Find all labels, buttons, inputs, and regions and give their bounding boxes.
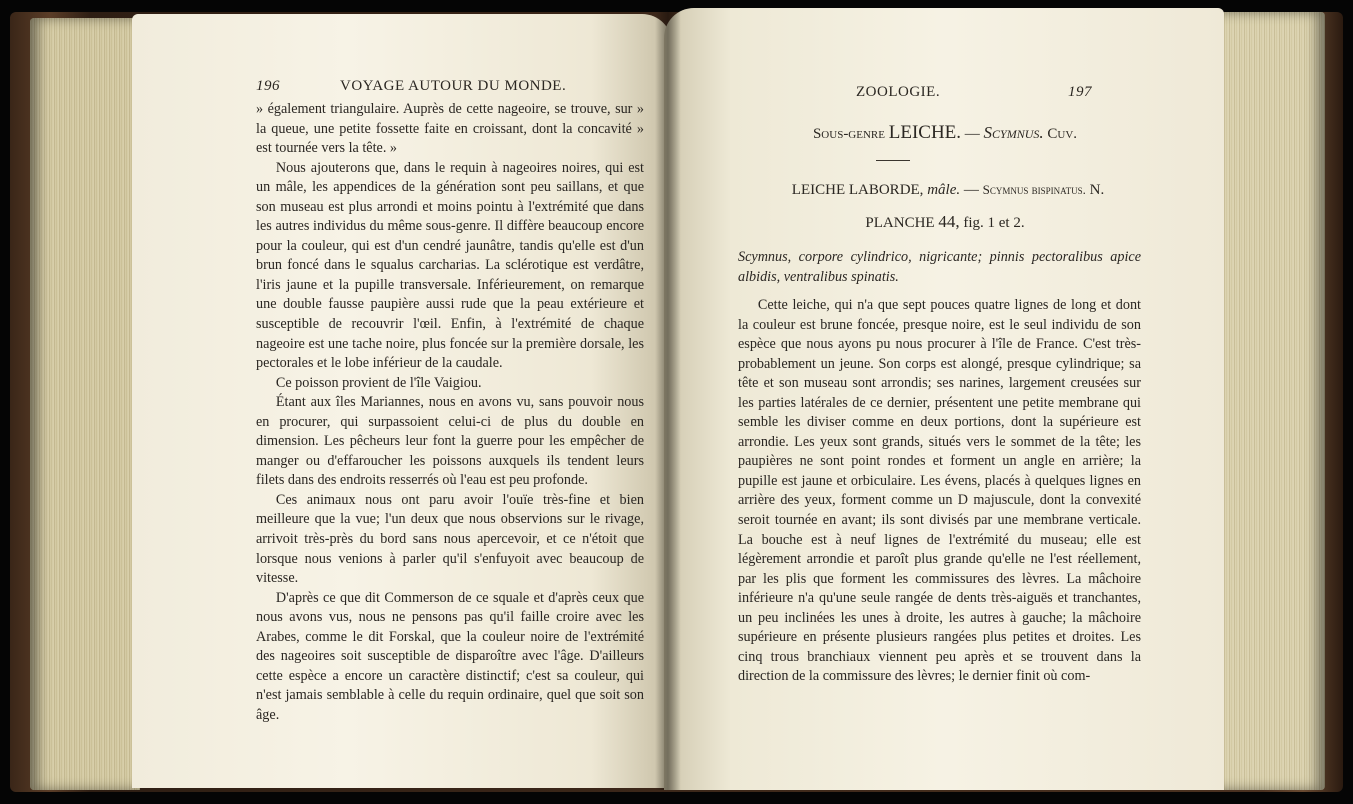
subgenus-name: LEICHE. <box>888 122 962 143</box>
subgenus-heading <box>750 122 1140 144</box>
paragraph: Étant aux îles Mariannes, nous en avons vu, sans pouvoir nous en procurer, qui surpassoient celui-ci de plus du double en dimension. Les pêcheurs leur font la guerre pour les empêcher de manger ou d'effaroucher les poissons auxquels ils tendent leurs filets dans des endroits resserrés où l'eau est peu profonde. <box>256 394 644 489</box>
paragraph: Ces animaux nous ont paru avoir l'ouïe très-fine et bien meilleure que la vue; l'un deux que nous observions sur le rivage, arrivoit très-près du bord sans nous apercevoir, et ce n'étoit que lorsque nous venions à parler qu'il s'enfuyoit avec beaucoup de vitesse. <box>256 491 644 587</box>
right-page-body <box>738 296 1141 687</box>
book-gutter <box>655 10 681 790</box>
subgenus-author: Cuv. <box>1047 126 1078 142</box>
species-latin: Scymnus bispinatus. <box>982 182 1086 197</box>
plate-number: 44, <box>938 212 960 231</box>
left-page-number: 196 <box>256 78 280 94</box>
right-running-head: ZOOLOGIE. <box>856 84 941 100</box>
paragraph: Ce poisson provient de l'île Vaigiou. <box>275 374 482 391</box>
paragraph: » également triangulaire. Auprès de cette nageoire, se trouve, sur » la queue, une petite fossette faite en croissant, dont la concavité » est tournée vers la tête. » <box>256 101 644 157</box>
left-page-edges <box>30 18 140 790</box>
latin-diagnosis: Scymnus, corpore cylindrico, nigricante; pinnis pectoralibus apice albidis, ventralibus spinatis. <box>738 249 1141 285</box>
subgenus-dash: — <box>964 126 980 142</box>
species-sex: mâle. <box>927 182 961 198</box>
plate-figs: fig. 1 et 2. <box>963 215 1025 231</box>
species-dash: — <box>963 182 979 198</box>
plate-reference <box>790 212 1100 232</box>
section-rule <box>876 160 910 161</box>
left-running-head: VOYAGE AUTOUR DU MONDE. <box>340 78 567 94</box>
plate-label: PLANCHE <box>865 215 935 231</box>
subgenus-latin: Scymnus. <box>983 123 1044 142</box>
paragraph: Cette leiche, qui n'a que sept pouces quatre lignes de long et dont la couleur est brune foncée, presque noire, est le seul individu de son espèce que nous ayons pu nous procurer à l'île de France. C'est très-probablement un jeune. Son corps est alongé, presque cylindrique; sa tête et son museau sont arrondis; ses narines, largement creusées sur les parties latérales de ce dernier, présentent une petite membrane qui semble les diviser comme en deux portions, dont la supérieure est arrondie. Les yeux sont grands, situés vers le sommet de la tête; les paupières ne sont point rondes et forment un angle en arrière; la pupille est jaune et orbiculaire. Les évens, placés à quelques lignes en arrière des yeux, forment comme un D majuscule, dont la convexité seroit tournée en avant; ils sont divisés par une membrane verticale. La bouche est à neuf lignes de l'extrémité du museau; elle est légèrement arrondie et paroît plus grande qu'elle ne l'est réellement, par les plis que forment les commissures des lèvres. La mâchoire inférieure n'a qu'une seule rangée de dents très-aiguës et tranchantes, un peu inclinées les unes à droite, les autres à gauche; la mâchoire supérieure en présente plusieurs rangées plus petites et droites. Les cinq trous branchiaux viennent peu après et se trouvent dans la direction de la commissure des lèvres; le dernier finit où com- <box>738 297 1141 685</box>
paragraph: Nous ajouterons que, dans le requin à nageoires noires, qui est un mâle, les appendices de la génération sont peu saillans, et que son museau est plus arrondi et moins pointu à l'extrémité que dans les autres individus du même sous-genre. Il diffère beaucoup encore pour la couleur, qui est d'un cendré jaunâtre, tandis qu'elle est d'un brun foncé dans le squalus carcharias. La sclérotique est verdâtre, l'iris jaune et la pupille transversale. Inférieurement, on remarque une double fausse paupière aussi rude que la peau extérieure et susceptible de recouvrir l'œil. Enfin, à l'extrémité de chaque nageoire est une tache noire, plus foncée sur la première dorsale, les pectorales et le lobe inférieur de la caudale. <box>256 159 644 372</box>
species-author: N. <box>1089 182 1105 198</box>
paragraph: D'après ce que dit Commerson de ce squale et d'après ceux que nous avons vus, nous ne pensons pas qu'il faille croire avec les Arabes, comme le dit Forskal, que la couleur noire de l'extrémité des nageoires soit susceptible de disparoître avec l'âge. D'ailleurs cette espèce a encore un caractère distinctif; c'est sa couleur, qui n'est jamais semblable à celle du requin ordinaire, quel que soit son âge. <box>256 589 644 723</box>
left-page-body <box>256 100 644 726</box>
right-page-number: 197 <box>1068 84 1092 100</box>
subgenus-prefix: Sous-genre <box>812 126 885 142</box>
species-name: LEICHE LABORDE, <box>791 182 924 198</box>
species-heading <box>748 182 1148 199</box>
